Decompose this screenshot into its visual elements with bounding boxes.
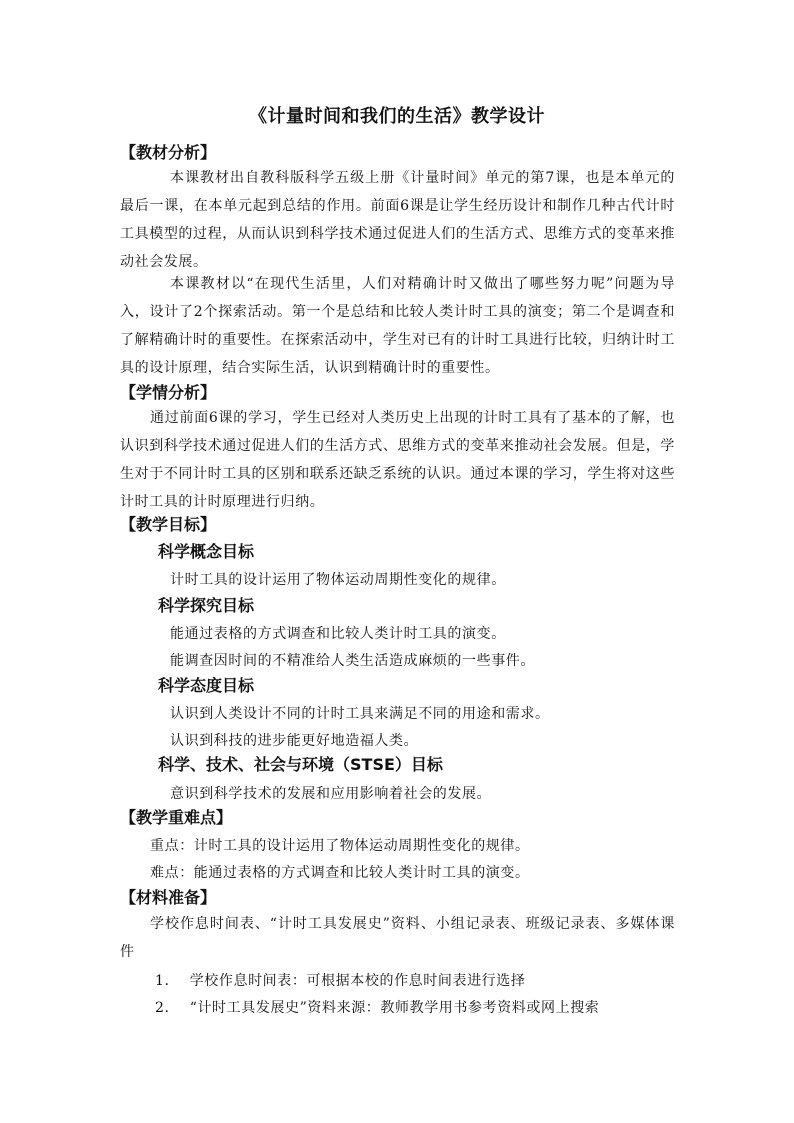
inquiry-goal-item-1: 能通过表格的方式调查和比较人类计时工具的演变。 — [170, 626, 506, 642]
learner-analysis-paragraph: 通过前面6课的学习，学生已经对人类历史上出现的计时工具有了基本的了解，也认识到科学技术通过促进人们的生活方式、思维方式的变革来推动社会发展。但是，学生对于不同计时工具的区别和联系还缺乏系统的认识。通过本课的学习，学生将对这些计时工具的计时原理进行归纳。 — [120, 410, 675, 510]
inquiry-goal-item-2: 能调查因时间的不精准给人类生活造成麻烦的一些事件。 — [170, 653, 535, 669]
stse-goal-item: 意识到科学技术的发展和应用影响着社会的发展。 — [170, 786, 492, 802]
concept-goal-item: 计时工具的设计运用了物体运动周期性变化的规律。 — [170, 572, 506, 588]
list-number: 2. — [155, 1000, 170, 1016]
materials-paragraph: 学校作息时间表、“计时工具发展史”资料、小组记录表、班级记录表、多媒体课件 — [120, 916, 675, 960]
attitude-goal-item-1: 认识到人类设计不同的计时工具来满足不同的用途和需求。 — [170, 706, 550, 722]
list-text: “计时工具发展史”资料来源：教师教学用书参考资料或网上搜索 — [189, 1000, 600, 1016]
materials-list-item-2 — [155, 998, 599, 1018]
key-point: 重点：计时工具的设计运用了物体运动周期性变化的规律。 — [150, 838, 530, 854]
materials-list-item-1 — [155, 971, 526, 991]
textbook-analysis-paragraph-2: 本课教材以“在现代生活里，人们对精确计时又做出了哪些努力呢”问题为导入，设计了2个探索活动。第一个是总结和比较人类计时工具的演变；第二个是调查和了解精确计时的重要性。在探索活动中，学生对已有的计时工具进行比较，归纳计时工具的设计原理，结合实际生活，认识到精确计时的重要性。 — [120, 276, 675, 376]
textbook-analysis-paragraph-1: 本课教材出自教科版科学五级上册《计量时间》单元的第7课，也是本单元的最后一课，在本单元起到总结的作用。前面6课是让学生经历设计和制作几种古代计时工具模型的过程，从而认识到科学技术通过促进人们的生活方式、思维方式的变革来推动社会发展。 — [120, 170, 675, 270]
section-heading-teaching-goals: 【教学目标】 — [120, 515, 217, 534]
section-heading-learner-analysis: 【学情分析】 — [120, 383, 217, 402]
attitude-goal-item-2: 认识到科技的进步能更好地造福人类。 — [170, 733, 419, 749]
subheading-science-attitude-goal: 科学态度目标 — [158, 676, 255, 695]
difficult-point: 难点：能通过表格的方式调查和比较人类计时工具的演变。 — [150, 865, 530, 881]
subheading-science-inquiry-goal: 科学探究目标 — [158, 596, 255, 615]
section-heading-textbook-analysis: 【教材分析】 — [120, 143, 217, 162]
list-text: 学校作息时间表：可根据本校的作息时间表进行选择 — [189, 973, 526, 989]
list-number: 1. — [155, 973, 170, 989]
document-title: 《计量时间和我们的生活》教学设计 — [249, 106, 545, 127]
subheading-science-concept-goal: 科学概念目标 — [158, 542, 255, 561]
section-heading-key-difficult-points: 【教学重难点】 — [120, 808, 233, 827]
section-heading-materials: 【材料准备】 — [120, 888, 217, 907]
subheading-stse-goal: 科学、技术、社会与环境（STSE）目标 — [158, 755, 443, 774]
